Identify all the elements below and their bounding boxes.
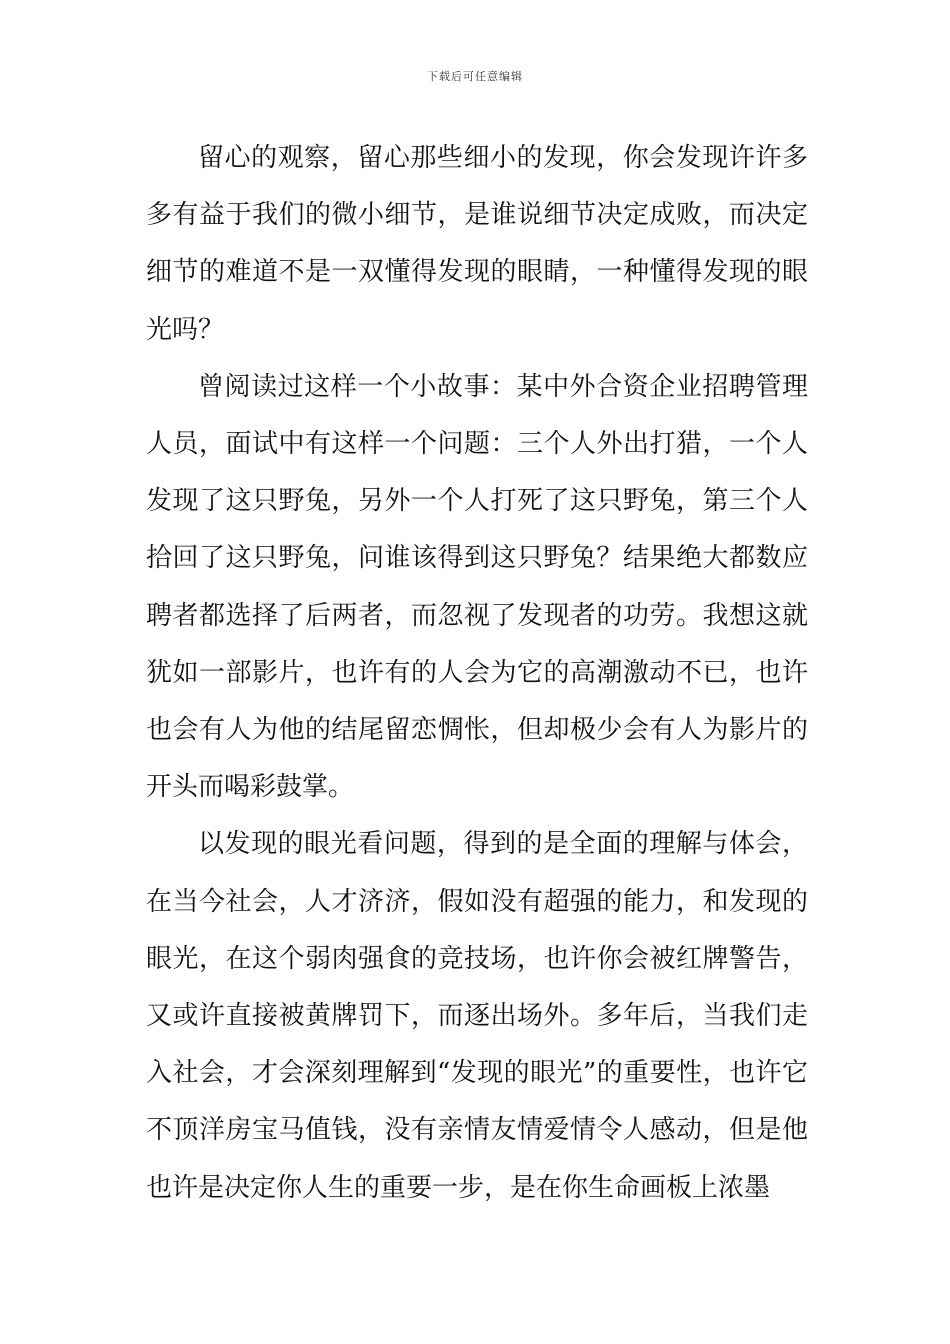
paragraph-2: 曾阅读过这样一个小故事：某中外合资企业招聘管理人员，面试中有这样一个问题：三个人外出打猎，一个人发现了这只野兔，另外一个人打死了这只野兔，第三个人拾回了这只野兔，问谁该得到这只野兔？结果绝大都数应聘者都选择了后两者，而忽视了发现者的功劳。我想这就犹如一部影片，也许有的人会为它的高潮激动不已，也许也会有人为他的结尾留恋惆怅，但却极少会有人为影片的开头而喝彩鼓掌。 [146, 371, 808, 803]
body-text [146, 130, 808, 1217]
paragraph-1: 留心的观察，留心那些细小的发现，你会发现许许多多有益于我们的微小细节，是谁说细节决定成败，而决定细节的难道不是一双懂得发现的眼睛，一种懂得发现的眼光吗？ [146, 143, 808, 345]
header-note: 下载后可任意编辑 [427, 70, 523, 83]
paragraph-3: 以发现的眼光看问题，得到的是全面的理解与体会，在当今社会，人才济济，假如没有超强的能力，和发现的眼光，在这个弱肉强食的竞技场，也许你会被红牌警告，又或许直接被黄牌罚下，而逐出场外。多年后，当我们走入社会，才会深刻理解到“发现的眼光”的重要性，也许它不顶洋房宝马值钱，没有亲情友情爱情令人感动，但是他也许是决定你人生的重要一步，是在你生命画板上浓墨 [146, 829, 808, 1203]
